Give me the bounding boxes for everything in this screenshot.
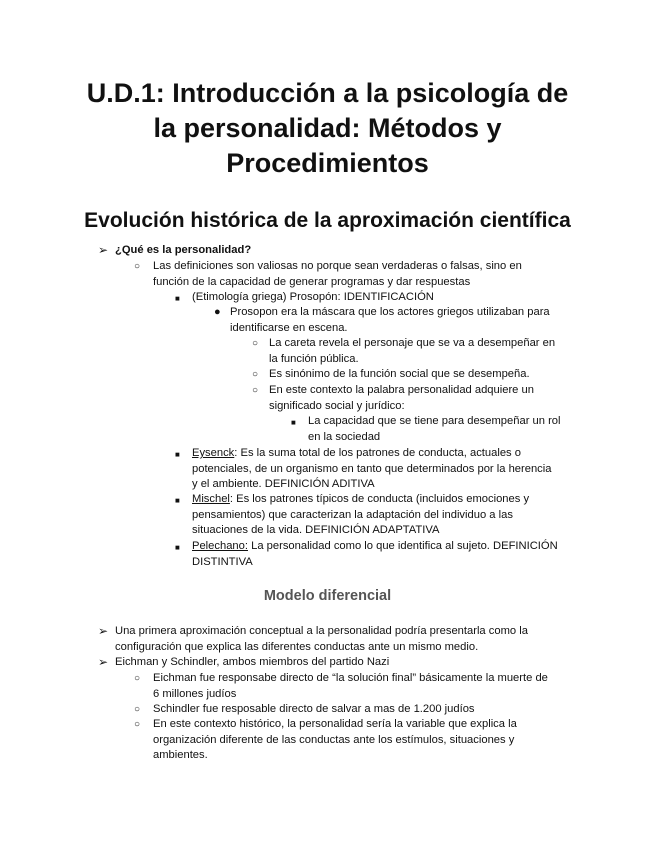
question-what-is-personality: ¿Qué es la personalidad? xyxy=(115,244,252,256)
list-item-definitions: Las definiciones son valiosas no porque sean verdaderas o falsas, sino en función de la capacidad de generar programas y dar respuestas xyxy=(153,260,522,288)
square-bullet-icon: ■ xyxy=(291,418,296,427)
circle-bullet-icon: ○ xyxy=(134,704,141,715)
arrow-bullet-icon: ➢ xyxy=(98,624,109,638)
list-item-eichman-schindler: Eichman y Schindler, ambos miembros del partido Nazi xyxy=(115,656,390,668)
list-item-contexto: En este contexto la palabra personalidad adquiere un significado social y jurídico: xyxy=(269,384,534,412)
circle-bullet-icon: ○ xyxy=(252,338,259,349)
circle-bullet-icon: ○ xyxy=(252,385,259,396)
document-title xyxy=(60,76,595,181)
list-item-prosopon: Prosopon era la máscara que los actores griegos utilizaban para identificarse en escena. xyxy=(230,306,550,334)
subsection-heading: Modelo diferencial xyxy=(263,588,392,604)
square-bullet-icon: ■ xyxy=(175,543,180,552)
circle-bullet-icon: ○ xyxy=(252,369,259,380)
circle-bullet-icon: ○ xyxy=(134,719,141,730)
author-name: Pelechano: xyxy=(192,540,248,552)
square-bullet-icon: ■ xyxy=(175,450,180,459)
author-name: Eysenck xyxy=(192,447,235,459)
arrow-bullet-icon: ➢ xyxy=(98,243,109,257)
circle-bullet-icon: ○ xyxy=(134,673,141,684)
list-item-etymology: (Etimología griega) Prosopón: IDENTIFICACIÓN xyxy=(192,291,434,303)
list-item-capacidad: La capacidad que se tiene para desempeñar un rol en la sociedad xyxy=(308,415,561,443)
circle-bullet-icon: ○ xyxy=(134,261,141,272)
title-line: Procedimientos xyxy=(226,148,429,178)
list-item-contexto-historico: En este contexto histórico, la personalidad sería la variable que explica la organización diferente de las conductas ante los estímulos, situaciones y ambientes. xyxy=(153,718,517,762)
list-item-careta: La careta revela el personaje que se va a desempeñar en la función pública. xyxy=(269,337,556,365)
section-heading: Evolución histórica de la aproximación científica xyxy=(84,209,571,232)
arrow-bullet-icon: ➢ xyxy=(98,655,109,669)
dot-bullet-icon: ● xyxy=(214,306,221,318)
list-item-mischel: Mischel: Es los patrones típicos de conducta (incluidos emociones y pensamientos) que caracterizan la adaptación del individuo a las situaciones de la vida. DEFINICIÓN ADAPTATIVA xyxy=(192,493,530,537)
list-item-pelechano: Pelechano: La personalidad como lo que identifica al sujeto. DEFINICIÓN DISTINTIVA xyxy=(192,540,558,568)
list-item-eysenck: Eysenck: Es la suma total de los patrones de conducta, actuales o potenciales, de un organismo en tanto que determinados por la herencia y el ambiente. DEFINICIÓN ADITIVA xyxy=(192,447,552,491)
list-item-schindler: Schindler fue resposable directo de salvar a mas de 1.200 judíos xyxy=(153,703,475,715)
square-bullet-icon: ■ xyxy=(175,294,180,303)
author-name: Mischel xyxy=(192,493,230,505)
list-item-sinonimo: Es sinónimo de la función social que se desempeña. xyxy=(269,368,530,380)
list-item-eichman: Eichman fue responsabe directo de “la solución final” básicamente la muerte de 6 millones judíos xyxy=(153,672,548,700)
title-line: U.D.1: Introducción a la psicología de xyxy=(86,78,569,108)
list-item-aproximacion: Una primera aproximación conceptual a la personalidad podría presentarla como la configuración que explica las diferentes conductas ante un mismo medio. xyxy=(115,625,528,653)
square-bullet-icon: ■ xyxy=(175,496,180,505)
title-line: la personalidad: Métodos y xyxy=(153,113,502,143)
